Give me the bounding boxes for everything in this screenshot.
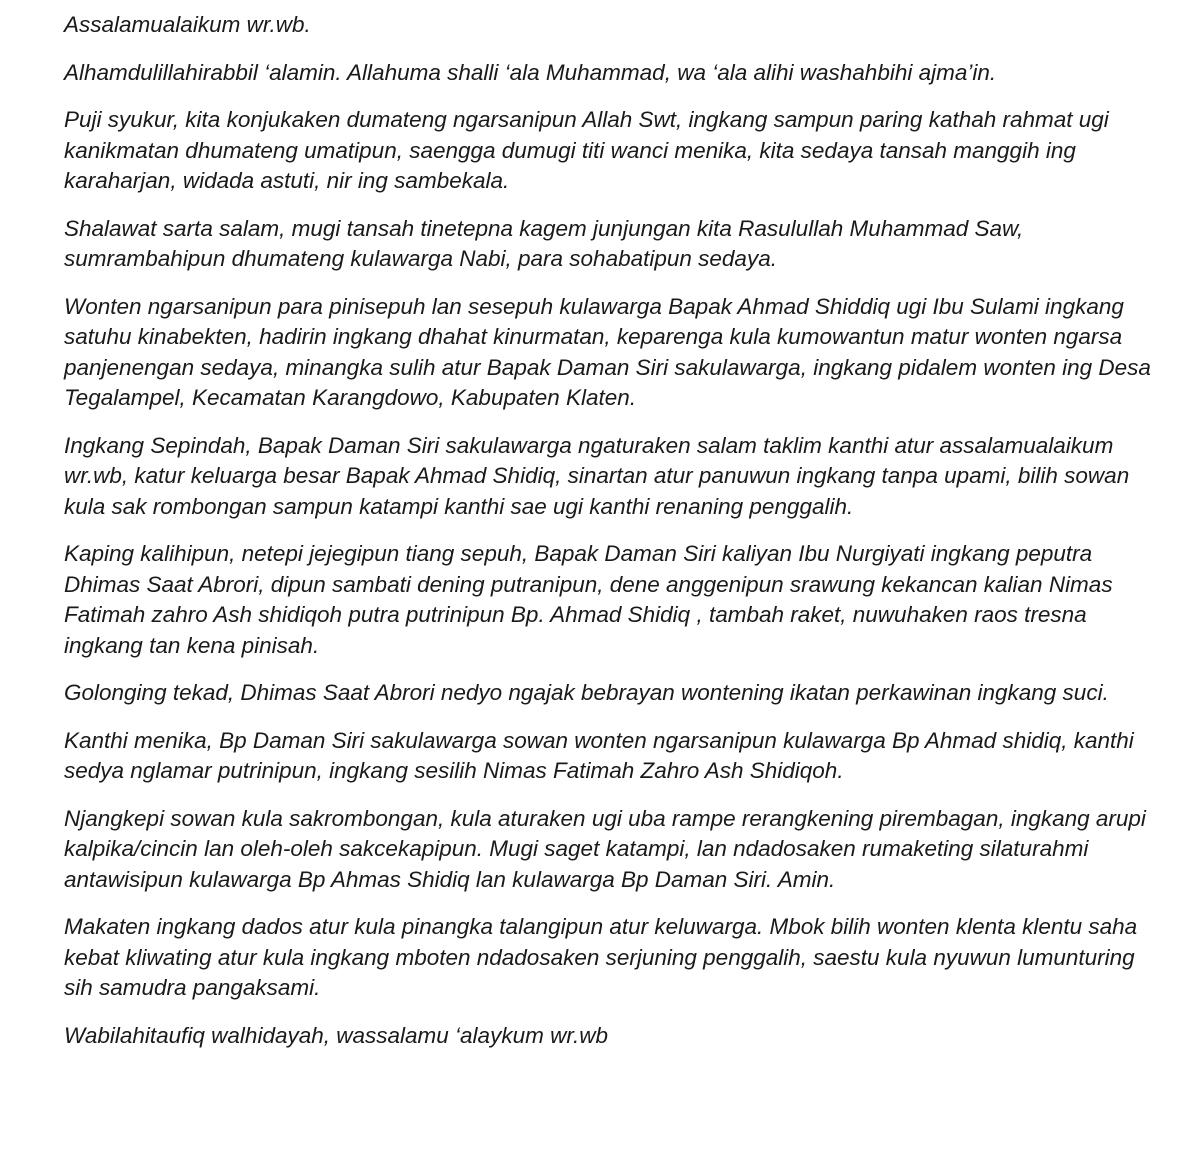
paragraph-greeting: Assalamualaikum wr.wb. <box>64 12 311 37</box>
paragraph-hamdalah: Alhamdulillahirabbil ‘alamin. Allahuma shalli ‘ala Muhammad, wa ‘ala alihi washahbihi ajma’in. <box>64 59 997 85</box>
paragraph-makaten: Makaten ingkang dados atur kula pinangka talangipun atur keluwarga. Mbok bilih wonten klenta klentu saha kebat kliwating atur kula ingkang mboten ndadosaken serjuning penggalih, saestu kula nyuwun lumunturing sih samudra pangaksami. <box>64 914 1138 1000</box>
document-body <box>64 10 1154 1051</box>
paragraph-puji-syukur: Puji syukur, kita konjukaken dumateng ngarsanipun Allah Swt, ingkang sampun paring kathah rahmat ugi kanikmatan dhumateng umatipun, saengga dumugi titi wanci menika, kita sedaya tansah manggih ing karaharjan, widada astuti, nir ing sambekala. <box>64 107 1109 193</box>
paragraph-sepindah: Ingkang Sepindah, Bapak Daman Siri sakulawarga ngaturaken salam taklim kanthi atur assalamualaikum wr.wb, katur keluarga besar Bapak Ahmad Shidiq, sinartan atur panuwun ingkang tanpa upami, bilih sowan kula sak rombongan sampun katampi kanthi sae ugi kanthi renaning penggalih. <box>64 432 1130 519</box>
paragraph-closing: Wabilahitaufiq walhidayah, wassalamu ‘alaykum wr.wb <box>64 1022 608 1048</box>
paragraph-golonging-tekad: Golonging tekad, Dhimas Saat Abrori nedyo ngajak bebrayan wontening ikatan perkawinan ingkang suci. <box>64 680 1109 705</box>
paragraph-kanthi-menika: Kanthi menika, Bp Daman Siri sakulawarga sowan wonten ngarsanipun kulawarga Bp Ahmad shidiq, kanthi sedya nglamar putrinipun, ingkang sesilih Nimas Fatimah Zahro Ash Shidiqoh. <box>64 727 1134 783</box>
paragraph-shalawat: Shalawat sarta salam, mugi tansah tinetepna kagem junjungan kita Rasulullah Muhammad Saw, sumrambahipun dhumateng kulawarga Nabi, para sohabatipun sedaya. <box>64 215 1024 271</box>
paragraph-salutation: Wonten ngarsanipun para pinisepuh lan sesepuh kulawarga Bapak Ahmad Shiddiq ugi Ibu Sulami ingkang satuhu kinabekten, hadirin ingkang dhahat kinurmatan, keparenga kula kumowantun matur wonten ngarsa panjenengan sedaya, minangka sulih atur Bapak Daman Siri sakulawarga, ingkang pidalem wonten ing Desa Tegalampel, Kecamatan Karangdowo, Kabupaten Klaten. <box>64 293 1151 410</box>
paragraph-kalihipun: Kaping kalihipun, netepi jejegipun tiang sepuh, Bapak Daman Siri kaliyan Ibu Nurgiyati ingkang peputra Dhimas Saat Abrori, dipun sambati dening putranipun, dene anggenipun srawung kekancan kalian Nimas Fatimah zahro Ash shidiqoh putra putrinipun Bp. Ahmad Shidiq , tambah raket, nuwuhaken raos tresna ingkang tan kena pinisah. <box>64 541 1113 658</box>
paragraph-njangkepi: Njangkepi sowan kula sakrombongan, kula aturaken ugi uba rampe rerangkening pirembagan, ingkang arupi kalpika/cincin lan oleh-oleh sakcekapipun. Mugi saget katampi, lan ndadosaken rumaketing silaturahmi antawisipun kulawarga Bp Ahmas Shidiq lan kulawarga Bp Daman Siri. Amin. <box>64 805 1146 892</box>
